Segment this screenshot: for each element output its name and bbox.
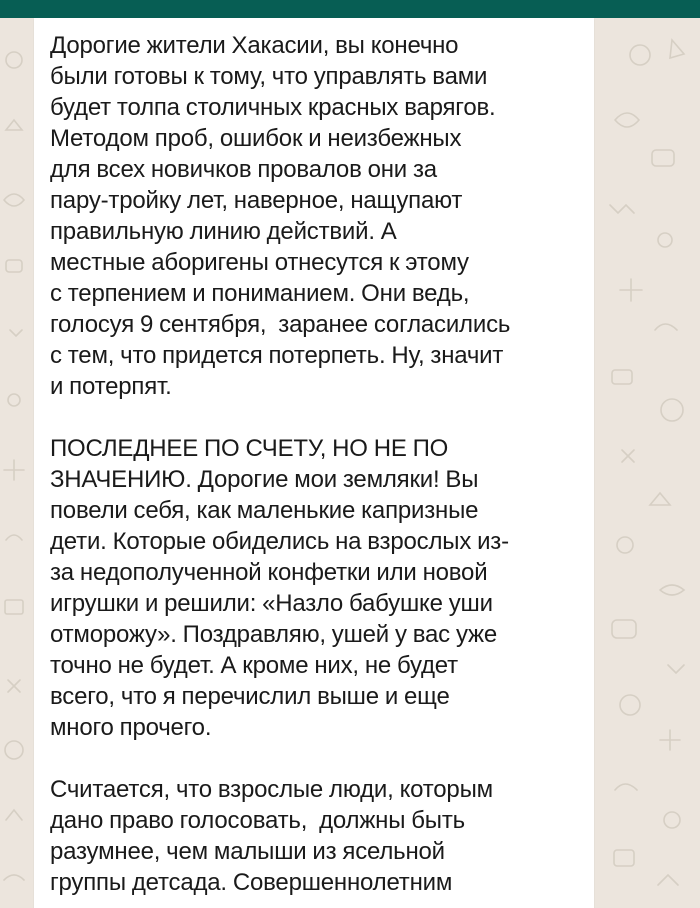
message-line: разумнее, чем малыши из ясельной (50, 838, 445, 865)
message-line: и потерпят. (50, 373, 172, 400)
message-line: Дорогие жители Хакасии, вы конечно (50, 32, 459, 59)
message-bubble[interactable] (34, 18, 594, 908)
message-line: всего, что я перечислил выше и еще (50, 683, 450, 710)
message-line: с тем, что придется потерпеть. Ну, значит (50, 342, 504, 369)
message-line: группы детсада. Совершеннолетним (50, 869, 453, 896)
message-line: пару-тройку лет, наверное, нащупают (50, 187, 463, 214)
message-line: правильную линию действий. А (50, 218, 397, 245)
message-line: будет толпа столичных красных варягов. (50, 94, 496, 121)
message-text (50, 30, 588, 898)
chat-header-bar (0, 0, 700, 18)
message-line: дети. Которые обиделись на взрослых из- (50, 528, 509, 555)
message-line: за недополученной конфетки или новой (50, 559, 488, 586)
message-line: Методом проб, ошибок и неизбежных (50, 125, 462, 152)
message-line: местные аборигены отнесутся к этому (50, 249, 469, 276)
message-line: для всех новичков провалов они за (50, 156, 437, 183)
message-line: Считается, что взрослые люди, которым (50, 776, 493, 803)
paragraph-gap (50, 402, 588, 433)
message-line: много прочего. (50, 714, 212, 741)
message-line: игрушки и решили: «Назло бабушке уши (50, 590, 493, 617)
message-line: дано право голосовать, должны быть (50, 807, 465, 834)
message-line: отморожу». Поздравляю, ушей у вас уже (50, 621, 498, 648)
message-line: голосуя 9 сентября, заранее согласились (50, 311, 511, 338)
message-line: точно не будет. А кроме них, не будет (50, 652, 458, 679)
paragraph-gap (50, 743, 588, 774)
message-line: повели себя, как маленькие капризные (50, 497, 479, 524)
message-line: ПОСЛЕДНЕЕ ПО СЧЕТУ, НО НЕ ПО (50, 435, 449, 462)
message-line: с терпением и пониманием. Они ведь, (50, 280, 470, 307)
message-line: были готовы к тому, что управлять вами (50, 63, 488, 90)
message-line: ЗНАЧЕНИЮ. Дорогие мои земляки! Вы (50, 466, 479, 493)
